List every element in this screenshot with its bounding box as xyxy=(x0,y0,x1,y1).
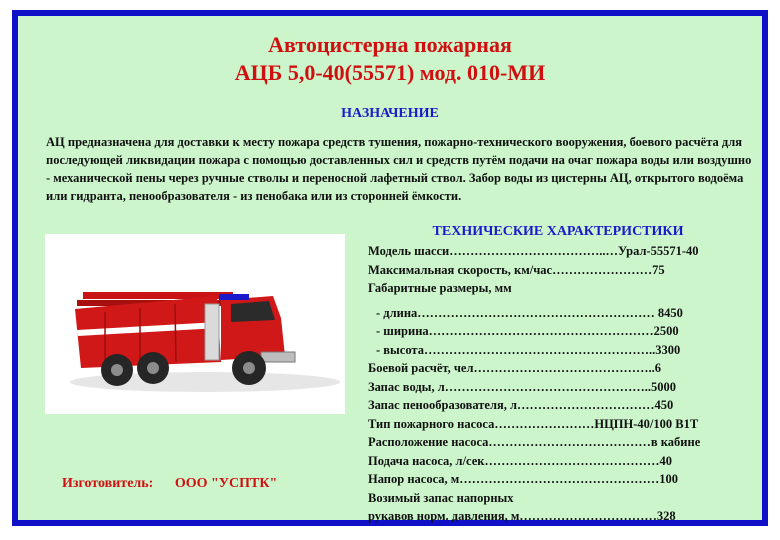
spec-hose-label: Возимый запас напорных xyxy=(368,490,514,505)
spec-pump-head: Напор насоса, м…………………………………………100 xyxy=(368,472,679,486)
manufacturer xyxy=(62,476,277,492)
spec-length: - длина………………………………………………… 8450 xyxy=(376,305,683,320)
spec-pump-flow: Подача насоса, л/сек……………………………………40 xyxy=(368,453,672,468)
spec-water-capacity: Запас воды, л…………………………………………..5000 xyxy=(368,379,676,394)
specs-list xyxy=(368,242,758,526)
spec-foam-capacity: Запас пенообразователя, л……………………………450 xyxy=(368,398,674,412)
title-line-1: Автоцистерна пожарная xyxy=(268,32,512,57)
slide-frame xyxy=(12,10,768,526)
spec-pump-location: Расположение насоса…………………………………в кабине xyxy=(368,435,701,449)
fire-truck-icon xyxy=(45,234,345,414)
spec-width: - ширина………………………………………………2500 xyxy=(376,324,679,338)
fire-truck-image xyxy=(45,234,345,414)
spec-chassis-model: Модель шасси………………………………..…Урал-55571-40 xyxy=(368,244,699,258)
spec-crew: Боевой расчёт, чел……………………………………..6 xyxy=(368,361,661,375)
manufacturer-name: ООО "УСПТК" xyxy=(174,476,278,491)
title-line-2: АЦБ 5,0-40(55571) мод. 010-МИ xyxy=(234,60,546,85)
purpose-heading: НАЗНАЧЕНИЕ xyxy=(341,106,439,121)
manufacturer-label: Изготовитель: xyxy=(62,476,154,491)
spec-max-speed: Максимальная скорость, км/час……………………75 xyxy=(368,262,665,277)
specs-heading: ТЕХНИЧЕСКИЕ ХАРАКТЕРИСТИКИ xyxy=(432,224,684,239)
spec-hose-length: рукавов норм. давления, м……………………………328 xyxy=(368,509,676,523)
spec-dimensions-label: Габаритные размеры, мм xyxy=(368,281,512,295)
purpose-text: АЦ предназначена для доставки к месту пожара средств тушения, пожарно-технического вооружения, боевого расчёта для последующей ликвидации пожара с помощью доставленных сил и средств путём подачи на очаг пожара воды или воздушно - механической пены через ручные стволы и переносной лафетный ствол. Забор воды из цистерны АЦ, открытого водоёма или гидранта, пенообразователя - из пенобака или из сторонней ёмкости. xyxy=(46,135,752,203)
spec-height: - высота………………………………………………..3300 xyxy=(376,342,681,357)
spec-pump-type: Тип пожарного насоса……………………НЦПН-40/100 В1Т xyxy=(368,416,699,431)
